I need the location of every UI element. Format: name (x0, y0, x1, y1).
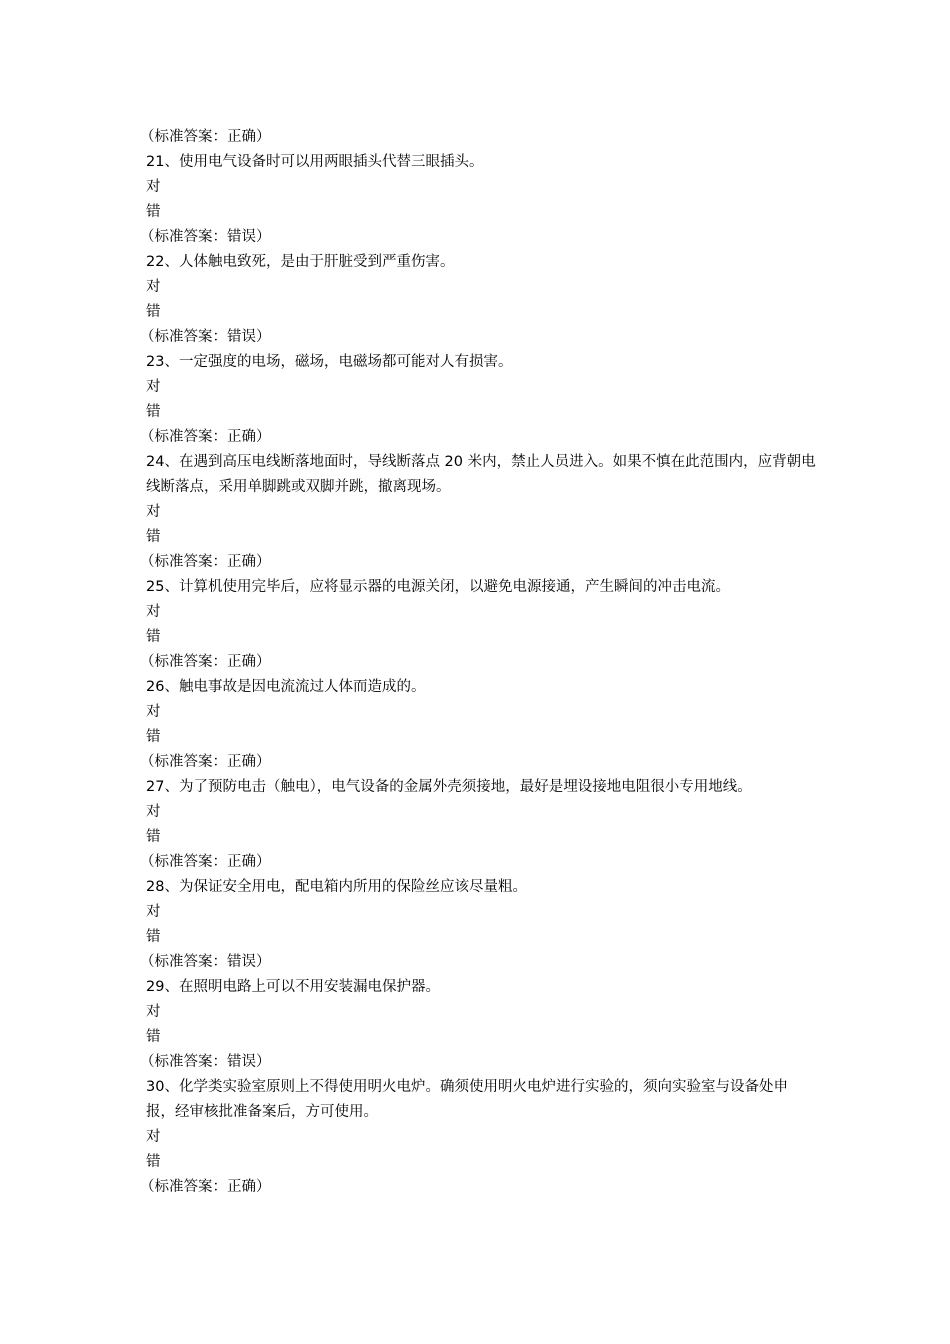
option-false[interactable]: 错 (146, 1029, 161, 1045)
standard-answer: （标准答案：错误） (140, 1054, 271, 1070)
standard-answer: （标准答案：正确） (140, 429, 271, 445)
question-text: 25、计算机使用完毕后，应将显示器的电源关闭，以避免电源接通，产生瞬间的冲击电流。 (146, 579, 730, 595)
question-text: 27、为了预防电击（触电），电气设备的金属外壳须接地，最好是埋设接地电阻很小专用地线。 (146, 779, 752, 795)
standard-answer: （标准答案：正确） (140, 1179, 271, 1195)
question-24 (140, 450, 816, 575)
question-26 (140, 675, 816, 775)
option-false[interactable]: 错 (146, 204, 161, 220)
standard-answer: （标准答案：正确） (140, 854, 271, 870)
option-false[interactable]: 错 (146, 1154, 161, 1170)
question-27 (140, 775, 816, 875)
option-true[interactable]: 对 (146, 1129, 161, 1145)
question-23 (140, 350, 816, 450)
option-false[interactable]: 错 (146, 529, 161, 545)
question-25 (140, 575, 816, 675)
standard-answer: （标准答案：错误） (140, 229, 271, 245)
option-true[interactable]: 对 (146, 1004, 161, 1020)
question-text: 29、在照明电路上可以不用安装漏电保护器。 (146, 979, 440, 995)
question-text: 22、人体触电致死，是由于肝脏受到严重伤害。 (146, 254, 455, 270)
standard-answer: （标准答案：错误） (140, 329, 271, 345)
option-false[interactable]: 错 (146, 729, 161, 745)
option-true[interactable]: 对 (146, 804, 161, 820)
option-true[interactable]: 对 (146, 179, 161, 195)
question-30 (140, 1075, 816, 1200)
question-28 (140, 875, 816, 975)
question-text: 30、化学类实验室原则上不得使用明火电炉。确须使用明火电炉进行实验的，须向实验室与设备处申报，经审核批准备案后，方可使用。 (146, 1079, 788, 1120)
option-true[interactable]: 对 (146, 604, 161, 620)
option-false[interactable]: 错 (146, 304, 161, 320)
question-text: 26、触电事故是因电流流过人体而造成的。 (146, 679, 426, 695)
option-true[interactable]: 对 (146, 379, 161, 395)
question-29 (140, 975, 816, 1075)
standard-answer: （标准答案：正确） (140, 654, 271, 670)
question-text: 24、在遇到高压电线断落地面时，导线断落点 20 米内，禁止人员进入。如果不慎在此范围内，应背朝电线断落点，采用单脚跳或双脚并跳，撤离现场。 (146, 454, 816, 495)
question-text: 23、一定强度的电场，磁场，电磁场都可能对人有损害。 (146, 354, 513, 370)
option-false[interactable]: 错 (146, 929, 161, 945)
option-true[interactable]: 对 (146, 504, 161, 520)
standard-answer: （标准答案：错误） (140, 954, 271, 970)
question-21 (140, 150, 816, 250)
option-false[interactable]: 错 (146, 629, 161, 645)
option-true[interactable]: 对 (146, 279, 161, 295)
question-text: 21、使用电气设备时可以用两眼插头代替三眼插头。 (146, 154, 484, 170)
option-false[interactable]: 错 (146, 829, 161, 845)
standard-answer: （标准答案：正确） (140, 754, 271, 770)
question-22 (140, 250, 816, 350)
option-true[interactable]: 对 (146, 704, 161, 720)
option-false[interactable]: 错 (146, 404, 161, 420)
question-text: 28、为保证安全用电，配电箱内所用的保险丝应该尽量粗。 (146, 879, 527, 895)
document-page (140, 125, 816, 1200)
option-true[interactable]: 对 (146, 904, 161, 920)
standard-answer: （标准答案：正确） (140, 554, 271, 570)
previous-answer: （标准答案：正确） (140, 129, 271, 145)
